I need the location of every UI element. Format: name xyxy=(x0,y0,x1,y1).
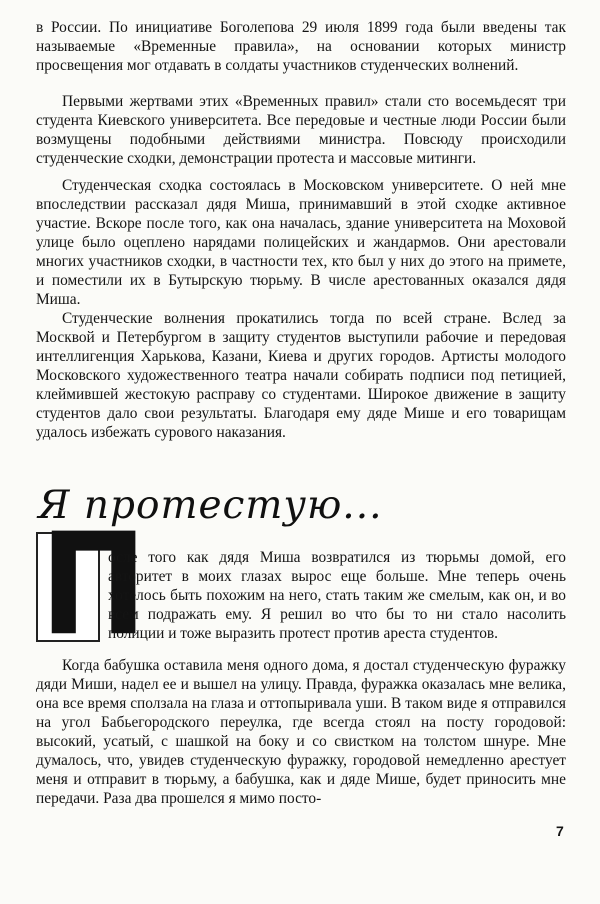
paragraph-2: Первыми жертвами этих «Временных правил» стали сто восемьдесят три студента Киевского университета. Все передовые и честные люди России были возмущены подобными действиями министра. Повсюду происходили студенческие сходки, демонстрации протеста и массовые митинги. xyxy=(36,93,566,168)
paragraph-1: в России. По инициативе Боголепова 29 июля 1899 года были введены так называемые «Временные правила», на основании которых министр просвещения мог отдавать в солдаты участников студенческих волнений. xyxy=(36,19,566,75)
chapter-heading-text: Я протестую... xyxy=(38,483,383,528)
paragraph-6: Когда бабушка оставила меня одного дома, я достал студенческую фуражку дяди Миши, надел ее и вышел на улицу. Правда, фуражка оказалась мне велика, она все время сползала на глаза и оттопыривала уши. В таком виде я отправился на угол Бабьегородского переулка, где всегда стоял на посту городовой: высокий, усатый, с шашкой на боку и со свистком на толстом шнуре. Мне думалось, что, увидев студенческую фуражку, городовой немедленно арестует меня и отправит в тюрьму, а бабушка, как и дяде Мише, будет приносить мне передачи. Раза два прошелся я мимо посто- xyxy=(36,657,566,807)
paragraph-4: Студенческие волнения прокатились тогда по всей стране. Вслед за Москвой и Петербургом в защиту студентов выступили рабочие и передовая интеллигенция Харькова, Казани, Киева и других городов. Артисты молодого Московского художественного театра начали собирать подписи под петицией, клеймившей жестокую расправу со студентами. Широкое движение в защиту студентов дало свои результаты. Благодаря ему дяде Мише и его товарищам удалось избежать сурового наказания. xyxy=(36,310,566,441)
page-number: 7 xyxy=(556,823,564,839)
paragraph-3: Студенческая сходка состоялась в Московском университете. О ней мне впоследствии рассказал дядя Миша, принимавший в этой сходке активное участие. Вскоре после того, как она началась, здание университета на Моховой улице было оцеплено нарядами полицейских и жандармов. Они арестовали многих участников сходки, в частности тех, кто был у них до этого на примете, и поместили их в Бутырскую тюрьму. В числе арестованных оказался дядя Миша. xyxy=(36,177,566,308)
drop-cap xyxy=(36,503,148,668)
paragraph-5: осле того как дядя Миша возвратился из тюрьмы домой, его авторитет в моих глазах вырос еще больше. Мне теперь очень хотелось быть похожим на него, стать таким же смелым, как он, и во всем подражать ему. Я решил во что бы то ни стало насолить полиции и тоже выразить протест против ареста студентов. xyxy=(108,549,566,643)
drop-cap-letter: П xyxy=(40,503,148,668)
